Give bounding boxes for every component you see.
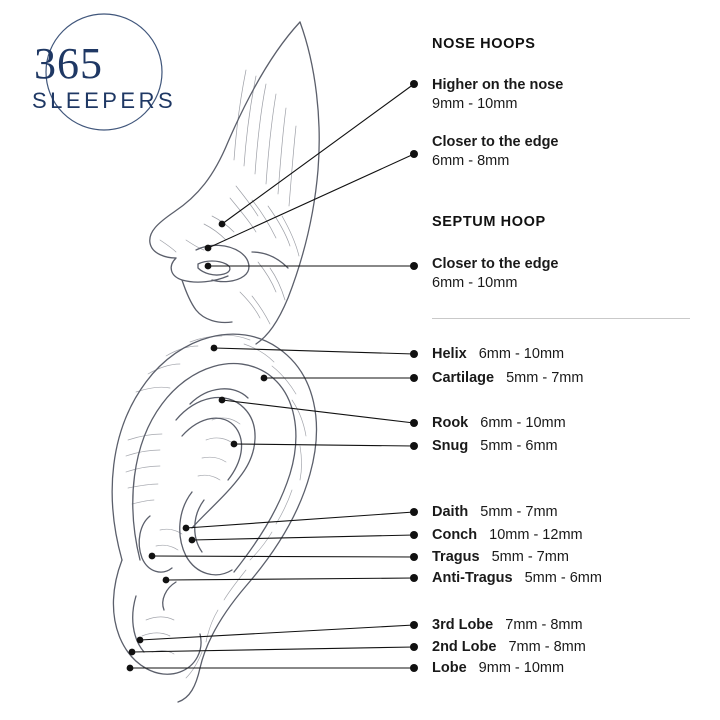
- leader-dots-nose: [205, 80, 418, 270]
- label-anti-tragus: [432, 569, 602, 588]
- brand-logo: [28, 26, 188, 136]
- section-divider: [432, 318, 690, 319]
- label-cartilage: [432, 369, 583, 388]
- label-helix-size: 6mm - 10mm: [478, 346, 565, 362]
- label-anti-tragus-name: Anti-Tragus: [432, 570, 513, 586]
- label-3rd-lobe-name: 3rd Lobe: [432, 617, 494, 633]
- label-tragus-size: 5mm - 7mm: [491, 549, 569, 565]
- leader-lines-ear: [130, 348, 414, 668]
- label-nose-higher-name: Higher on the nose: [432, 77, 564, 93]
- label-helix-name: Helix: [432, 346, 467, 362]
- label-nose-closer-edge-size: 6mm - 8mm: [432, 153, 510, 169]
- label-conch-name: Conch: [432, 527, 478, 543]
- label-3rd-lobe-size: 7mm - 8mm: [505, 617, 583, 633]
- label-3rd-lobe: [432, 616, 583, 635]
- brand-logo-secondary: SLEEPERS: [32, 88, 177, 113]
- label-nose-higher-size: 9mm - 10mm: [432, 96, 518, 112]
- label-anti-tragus-size: 5mm - 6mm: [524, 570, 602, 586]
- label-2nd-lobe-size: 7mm - 8mm: [508, 639, 586, 655]
- leader-dots-ear: [127, 345, 418, 672]
- label-septum-closer-edge: [432, 255, 559, 293]
- label-rook-size: 6mm - 10mm: [480, 415, 566, 431]
- label-daith-name: Daith: [432, 504, 469, 520]
- label-conch: [432, 526, 583, 545]
- leader-lines-nose: [208, 84, 414, 266]
- label-rook-name: Rook: [432, 415, 469, 431]
- label-nose-higher: [432, 76, 563, 114]
- label-nose-closer-edge: [432, 133, 559, 171]
- section-heading-nose-hoops: NOSE HOOPS: [432, 36, 536, 52]
- brand-logo-primary: 365: [34, 39, 103, 88]
- label-snug-name: Snug: [432, 438, 469, 454]
- label-rook: [432, 414, 566, 433]
- label-tragus-name: Tragus: [432, 549, 480, 565]
- label-cartilage-name: Cartilage: [432, 370, 495, 386]
- label-septum-closer-edge-name: Closer to the edge: [432, 256, 559, 272]
- label-lobe-size: 9mm - 10mm: [478, 660, 565, 676]
- label-snug: [432, 437, 558, 456]
- label-lobe-name: Lobe: [432, 660, 467, 676]
- label-2nd-lobe-name: 2nd Lobe: [432, 639, 497, 655]
- label-septum-closer-edge-size: 6mm - 10mm: [432, 275, 518, 291]
- label-2nd-lobe: [432, 638, 586, 657]
- label-cartilage-size: 5mm - 7mm: [506, 370, 584, 386]
- label-daith-size: 5mm - 7mm: [480, 504, 558, 520]
- label-conch-size: 10mm - 12mm: [489, 527, 583, 543]
- section-heading-septum-hoop: SEPTUM HOOP: [432, 214, 546, 230]
- label-daith: [432, 503, 558, 522]
- label-helix: [432, 345, 564, 364]
- label-snug-size: 5mm - 6mm: [480, 438, 558, 454]
- label-tragus: [432, 548, 569, 567]
- label-lobe: [432, 659, 564, 678]
- ear-illustration: [112, 334, 316, 702]
- label-nose-closer-edge-name: Closer to the edge: [432, 134, 559, 150]
